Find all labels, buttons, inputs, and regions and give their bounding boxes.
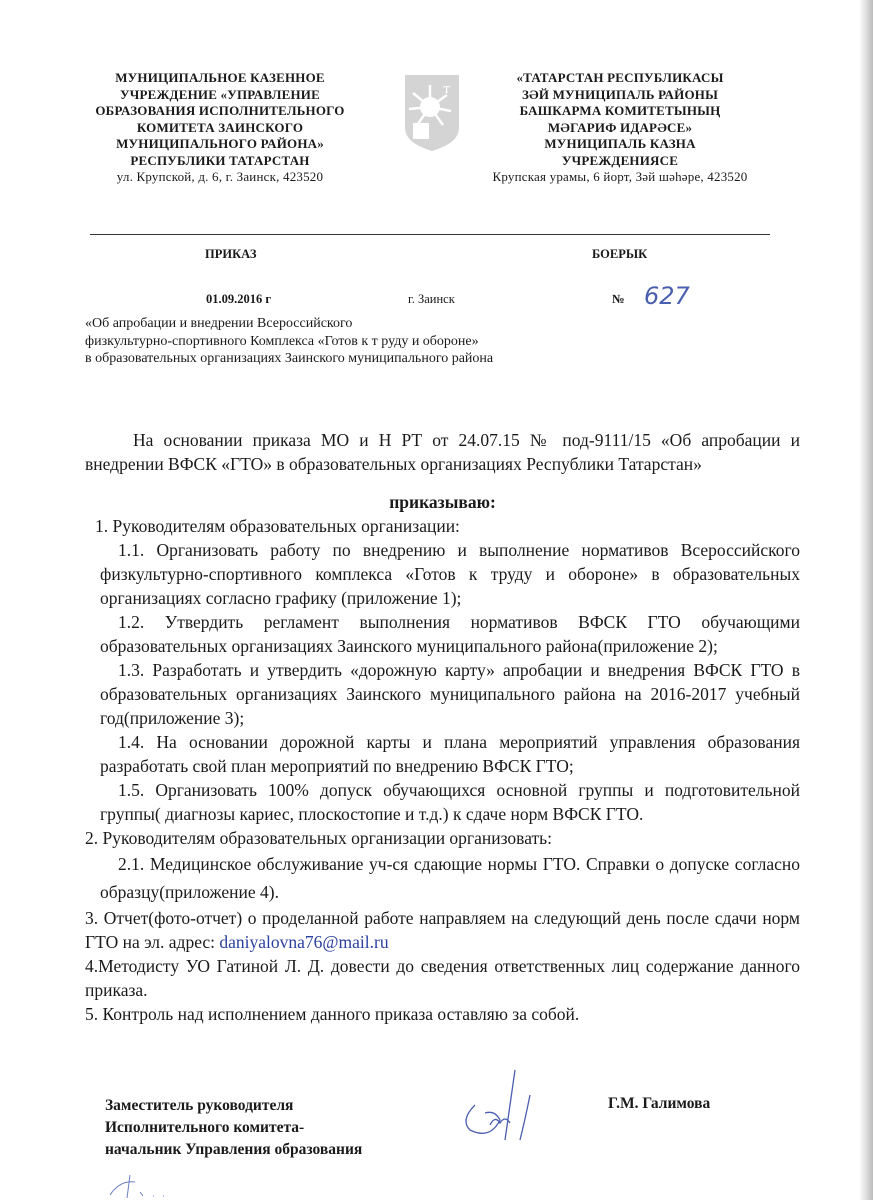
coat-of-arms-icon: [403, 73, 461, 153]
doc-number-sign: №: [612, 292, 625, 306]
item-1: 1. Руководителям образовательных организации:: [95, 516, 460, 536]
header-line: ЗӘЙ МУНИЦИПАЛЬ РАЙОНЫ: [521, 86, 719, 102]
title-line: «Об апробации и внедрении Всероссийского: [85, 316, 353, 331]
header-left: [70, 70, 370, 186]
header-line: УЧРЕЖДЕНИЯСЕ: [561, 152, 679, 168]
item-3-text: 3. Отчет(фото-отчет) о проделанной работе направляем на следующий день после сдачи норм ГТО на эл. адрес:: [85, 908, 800, 952]
doc-date: 01.09.2016 г: [206, 292, 272, 306]
signer-name: Г.М. Галимова: [608, 1095, 711, 1112]
title-line: физкультурно-спортивного Комплекса «Готов к т руду и обороне»: [85, 333, 479, 349]
header-line: БАШКАРМА КОМИТЕТЫНЫҢ: [519, 103, 721, 118]
header-line: «ТАТАРСТАН РЕСПУБЛИКАСЫ: [516, 70, 724, 85]
item-1-5: 1.5. Организовать 100% допуск обучающихся основной группы и подготовительной группы( диагнозы кариес, плоскостопие и т.д.) к сдаче норм ВФСК ГТО.: [100, 780, 800, 824]
item-2: 2. Руководителям образовательных организации организовать:: [85, 828, 553, 848]
signature-position: [105, 1095, 362, 1161]
item-5: 5. Контроль над исполнением данного приказа оставляю за собой.: [85, 1004, 580, 1024]
item-1-2: 1.2. Утвердить регламент выполнения нормативов ВФСК ГТО обучающими образовательных организациях Заинского муниципального района(приложение 2);: [100, 612, 800, 656]
item-1-3: 1.3. Разработать и утвердить «дорожную карту» апробации и внедрения ВФСК ГТО в образовательных организациях Заинского муниципального района на 2016-2017 учебный год(приложение 3);: [100, 660, 800, 728]
doc-number: 627: [644, 282, 690, 310]
position-line: Заместитель руководителя: [105, 1097, 294, 1114]
header-address: ул. Крупской, д. 6, г. Заинск, 423520: [116, 169, 324, 184]
doc-title: [85, 315, 493, 368]
header-right: [470, 70, 770, 186]
doc-city: г. Заинск: [408, 292, 455, 306]
order-word: приказываю:: [389, 492, 496, 512]
title-line: в образовательных организациях Заинского муниципального района: [85, 351, 494, 366]
order-body: [85, 428, 800, 1026]
header-line: МУНИЦИПАЛЬНОГО РАЙОНА»: [116, 136, 324, 151]
header-line: МӘГАРИФ ИДАРӘСЕ»: [547, 119, 693, 135]
svg-text:т: т: [443, 82, 451, 97]
doc-type-tt: БОЕРЫК: [592, 247, 648, 261]
position-line: начальник Управления образования: [105, 1141, 363, 1158]
header-line: РЕСПУБЛИКИ ТАТАРСТАН: [130, 152, 310, 168]
position-line: Исполнительного комитета-: [105, 1119, 305, 1136]
scan-edge: [859, 0, 873, 1200]
item-4: 4.Методисту УО Гатиной Л. Д. довести до сведения ответственных лиц содержание данного приказа.: [85, 956, 800, 1000]
handwritten-signature: [455, 1065, 555, 1145]
handwritten-initials: [105, 1170, 185, 1200]
header-line: ОБРАЗОВАНИЯ ИСПОЛНИТЕЛЬНОГО: [95, 103, 345, 118]
header-divider: [90, 234, 770, 235]
item-3: [85, 906, 800, 954]
header-line: УЧРЕЖДЕНИЕ «УПРАВЛЕНИЕ: [120, 86, 320, 102]
item-1-4: 1.4. На основании дорожной карты и плана мероприятий управления образования разработать свой план мероприятий по внедрению ВФСК ГТО;: [100, 732, 800, 776]
header-line: МУНИЦИПАЛЬНОЕ КАЗЕННОЕ: [115, 70, 325, 85]
intro-paragraph: На основании приказа МО и Н РТ от 24.07.15 № под-9111/15 «Об апробации и внедрении ВФСК «ГТО» в образовательных организациях Республики Татарстан»: [85, 430, 800, 474]
item-1-1: 1.1. Организовать работу по внедрению и выполнение нормативов Всероссийского физкультурно-спортивного комплекса «Готов к труду и обороне» в образовательных организациях согласно графику (приложение 1);: [100, 540, 800, 608]
header-line: МУНИЦИПАЛЬ КАЗНА: [544, 136, 696, 151]
header-line: КОМИТЕТА ЗАИНСКОГО: [136, 119, 304, 135]
header-address: Крупская урамы, 6 йорт, Зәй шәһәре, 423520: [492, 169, 748, 184]
item-2-1: 2.1. Медицинское обслуживание уч-ся сдающие нормы ГТО. Справки о допуске согласно образцу(приложение 4).: [100, 854, 800, 902]
email-link[interactable]: daniyalovna76@mail.ru: [219, 932, 389, 952]
doc-type-ru: ПРИКАЗ: [205, 247, 257, 261]
